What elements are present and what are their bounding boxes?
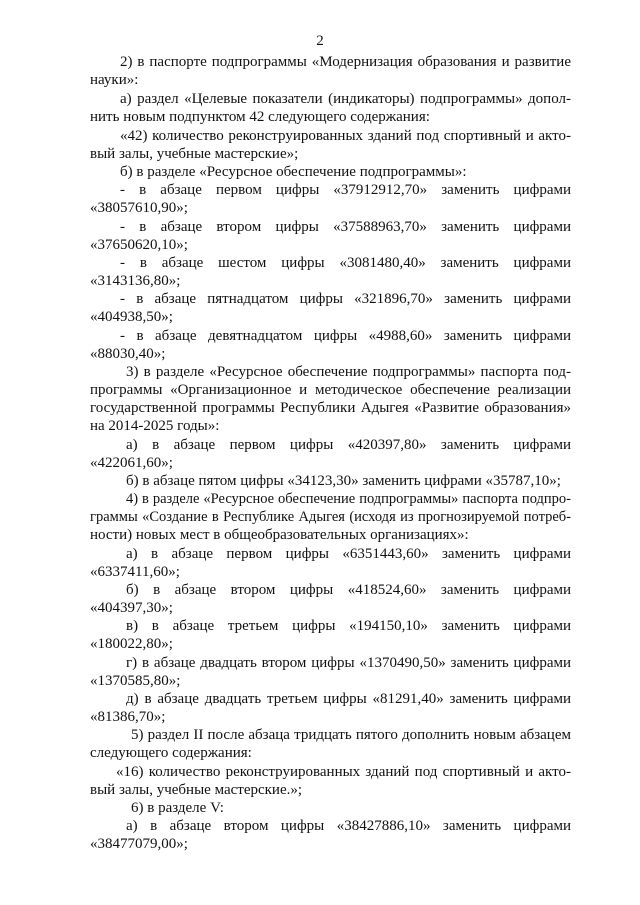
text-line: а) в абзаце первом цифры «420397,80» заменить цифрами bbox=[126, 437, 571, 453]
text-line: вый залы, учебные мастерские.»; bbox=[90, 782, 303, 798]
text-line: 4) в разделе «Ресурсное обеспечение подпрограммы» паспорта подпро- bbox=[126, 491, 571, 507]
text-line: «38477079,00»; bbox=[90, 836, 188, 852]
text-line: нить новым подпунктом 42 следующего содержания: bbox=[90, 109, 430, 125]
text-line: б) в абзаце пятом цифры «34123,30» заменить цифрами «35787,10»; bbox=[126, 473, 561, 489]
text-line: 3) в разделе «Ресурсное обеспечение подпрограммы» паспорта под- bbox=[126, 364, 571, 380]
text-line: «16) количество реконструированных зданий под спортивный и акто- bbox=[116, 764, 571, 780]
text-line: «38057610,90»; bbox=[90, 200, 188, 216]
text-line: «6337411,60»; bbox=[90, 564, 180, 580]
text-line: государственной программы Республики Адыгея «Развитие образования» bbox=[90, 400, 571, 416]
text-line: а) в абзаце втором цифры «38427886,10» заменить цифрами bbox=[126, 818, 571, 834]
text-line: следующего содержания: bbox=[90, 745, 252, 761]
text-line: 5) раздел II после абзаца тридцать пятого дополнить новым абзацем bbox=[131, 727, 571, 743]
text-line: 2) в паспорте подпрограммы «Модернизация образования и развитие bbox=[120, 54, 571, 70]
text-line: в) в абзаце третьем цифры «194150,10» заменить цифрами bbox=[126, 618, 571, 634]
text-line: науки»: bbox=[90, 72, 139, 88]
text-line: а) раздел «Целевые показатели (индикаторы) подпрограммы» допол- bbox=[120, 91, 571, 107]
text-line: вый залы, учебные мастерские»; bbox=[90, 146, 299, 162]
text-line: - в абзаце девятнадцатом цифры «4988,60» заменить цифрами bbox=[120, 328, 571, 344]
text-line: - в абзаце втором цифры «37588963,70» заменить цифрами bbox=[120, 219, 571, 235]
text-line: «3143136,80»; bbox=[90, 273, 181, 289]
text-line: «88030,40»; bbox=[90, 346, 166, 362]
text-line: «404938,50»; bbox=[90, 309, 173, 325]
text-line: «1370585,80»; bbox=[90, 673, 181, 689]
text-line: - в абзаце пятнадцатом цифры «321896,70» заменить цифрами bbox=[120, 291, 571, 307]
text-line: «180022,80»; bbox=[90, 636, 173, 652]
text-line: - в абзаце первом цифры «37912912,70» заменить цифрами bbox=[120, 182, 571, 198]
text-line: на 2014-2025 годы»: bbox=[90, 418, 220, 434]
text-line: программы «Организационное и методическое обеспечение реализации bbox=[90, 382, 571, 398]
text-line: д) в абзаце двадцать третьем цифры «81291,40» заменить цифрами bbox=[126, 691, 571, 707]
text-line: «404397,30»; bbox=[90, 600, 173, 616]
text-line: б) в абзаце втором цифры «418524,60» заменить цифрами bbox=[126, 582, 571, 598]
text-line: граммы «Создание в Республике Адыгея (исходя из прогнозируемой потреб- bbox=[90, 509, 571, 525]
text-line: 6) в разделе V: bbox=[131, 800, 224, 816]
text-line: г) в абзаце двадцать втором цифры «1370490,50» заменить цифрами bbox=[126, 655, 571, 671]
text-line: «42) количество реконструированных зданий под спортивный и акто- bbox=[120, 128, 571, 144]
text-line: - в абзаце шестом цифры «3081480,40» заменить цифрами bbox=[120, 255, 571, 271]
text-line: а) в абзаце первом цифры «6351443,60» заменить цифрами bbox=[126, 546, 571, 562]
text-line: «422061,60»; bbox=[90, 455, 173, 471]
page-number: 2 bbox=[316, 33, 324, 49]
text-line: «37650620,10»; bbox=[90, 237, 188, 253]
text-line: «81386,70»; bbox=[90, 709, 166, 725]
text-line: ности) новых мест в общеобразовательных организациях»: bbox=[90, 527, 469, 543]
text-line: б) в разделе «Ресурсное обеспечение подпрограммы»: bbox=[120, 164, 467, 180]
